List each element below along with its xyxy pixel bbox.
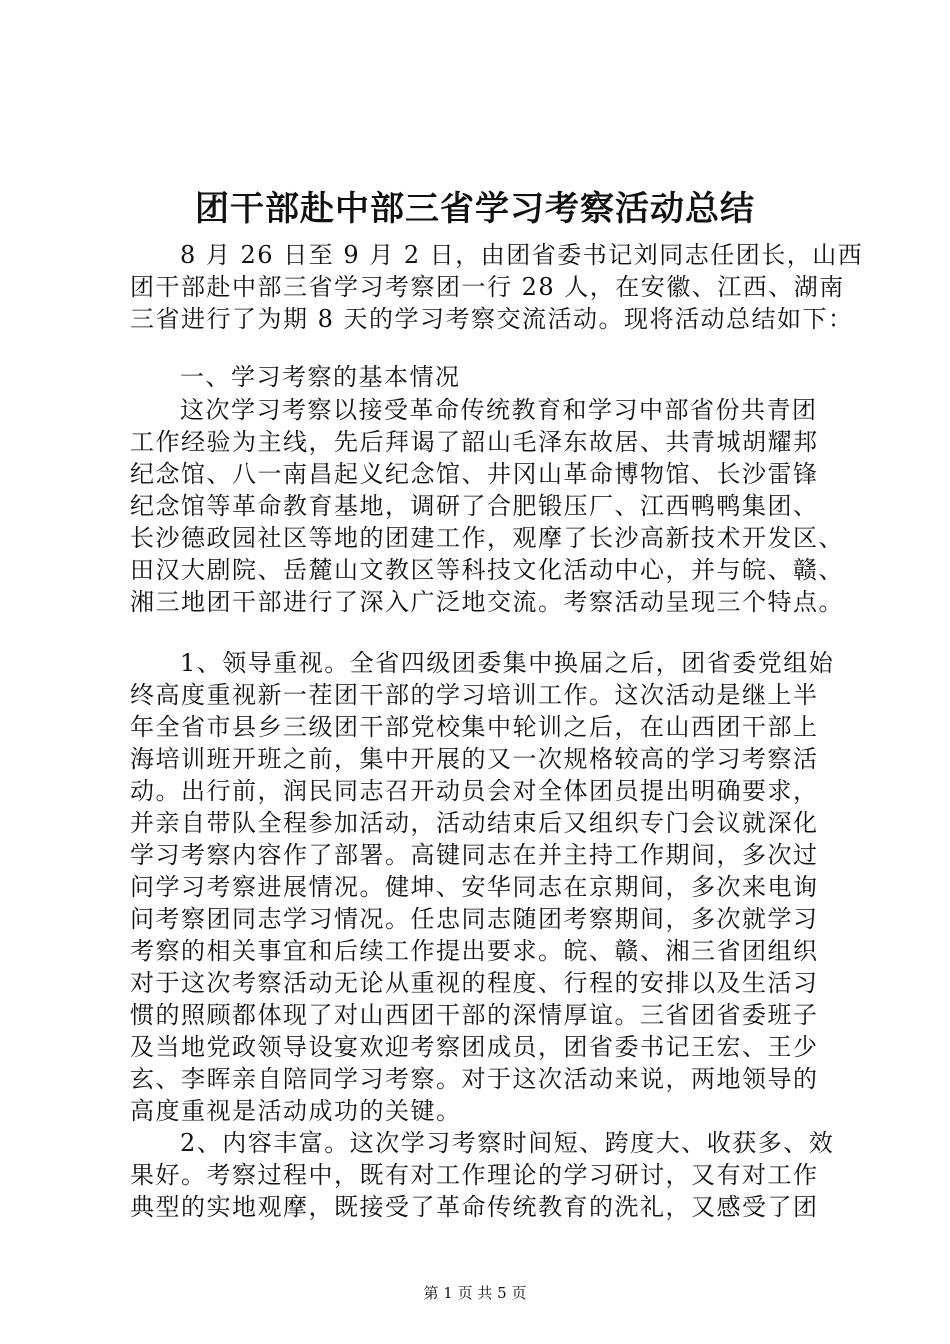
text-line: 及当地党政领导设宴欢迎考察团成员，团省委书记王宏、王少: [130, 1033, 819, 1061]
text-line: 玄、李晖亲自陪同学习考察。对于这次活动来说，两地领导的: [130, 1065, 819, 1093]
text-line: 学习考察内容作了部署。高键同志在并主持工作期间，多次过: [130, 841, 819, 869]
text-line: 年全省市县乡三级团干部党校集中轮训之后，在山西团干部上: [130, 713, 819, 741]
text-line: 问学习考察进展情况。健坤、安华同志在京期间，多次来电询: [130, 873, 819, 901]
text-line: 对于这次考察活动无论从重视的程度、行程的安排以及生活习: [130, 969, 819, 997]
text-line: 问考察团同志学习情况。任忠同志随团考察期间，多次就学习: [130, 905, 819, 933]
text-line: 惯的照顾都体现了对山西团干部的深情厚谊。三省团省委班子: [130, 1001, 819, 1029]
text-line: 纪念馆、八一南昌起义纪念馆、井冈山革命博物馆、长沙雷锋: [130, 460, 819, 488]
text-line: 果好。考察过程中，既有对工作理论的学习研讨，又有对工作: [130, 1161, 819, 1189]
text-line: 工作经验为主线，先后拜谒了韶山毛泽东故居、共青城胡耀邦: [130, 428, 819, 456]
text-line: 长沙德政园社区等地的团建工作，观摩了长沙高新技术开发区、: [130, 524, 844, 552]
text-line: 这次学习考察以接受革命传统教育和学习中部省份共青团: [180, 396, 818, 424]
section-heading: 一、学习考察的基本情况: [180, 363, 461, 391]
text-line: 典型的实地观摩，既接受了革命传统教育的洗礼，又感受了团: [130, 1193, 819, 1221]
text-line: 考察的相关事宜和后续工作提出要求。皖、赣、湘三省团组织: [130, 937, 819, 965]
text-line: 田汉大剧院、岳麓山文教区等科技文化活动中心，并与皖、赣、: [130, 556, 844, 584]
document-title: 团干部赴中部三省学习考察活动总结: [195, 189, 755, 229]
text-line: 海培训班开班之前，集中开展的又一次规格较高的学习考察活: [130, 745, 819, 773]
text-line: 动。出行前，润民同志召开动员会对全体团员提出明确要求，: [130, 777, 819, 805]
text-line: 终高度重视新一茬团干部的学习培训工作。这次活动是继上半: [130, 681, 819, 709]
text-line: 1、领导重视。全省四级团委集中换届之后，团省委党组始: [180, 649, 835, 677]
text-line: 并亲自带队全程参加活动，活动结束后又组织专门会议就深化: [130, 809, 819, 837]
text-line: 纪念馆等革命教育基地，调研了合肥锻压厂、江西鸭鸭集团、: [130, 492, 819, 520]
text-line: 8 月 26 日至 9 月 2 日，由团省委书记刘同志任团长，山西: [180, 241, 864, 269]
text-line: 湘三地团干部进行了深入广泛地交流。考察活动呈现三个特点。: [130, 588, 844, 616]
text-line: 高度重视是活动成功的关键。: [130, 1097, 462, 1125]
text-line: 三省进行了为期 8 天的学习考察交流活动。现将活动总结如下：: [130, 305, 854, 333]
text-line: 团干部赴中部三省学习考察团一行 28 人，在安徽、江西、湖南: [130, 273, 845, 301]
text-line: 2、内容丰富。这次学习考察时间短、跨度大、收获多、效: [180, 1129, 835, 1157]
page-number: 第 1 页 共 5 页: [423, 1284, 527, 1302]
